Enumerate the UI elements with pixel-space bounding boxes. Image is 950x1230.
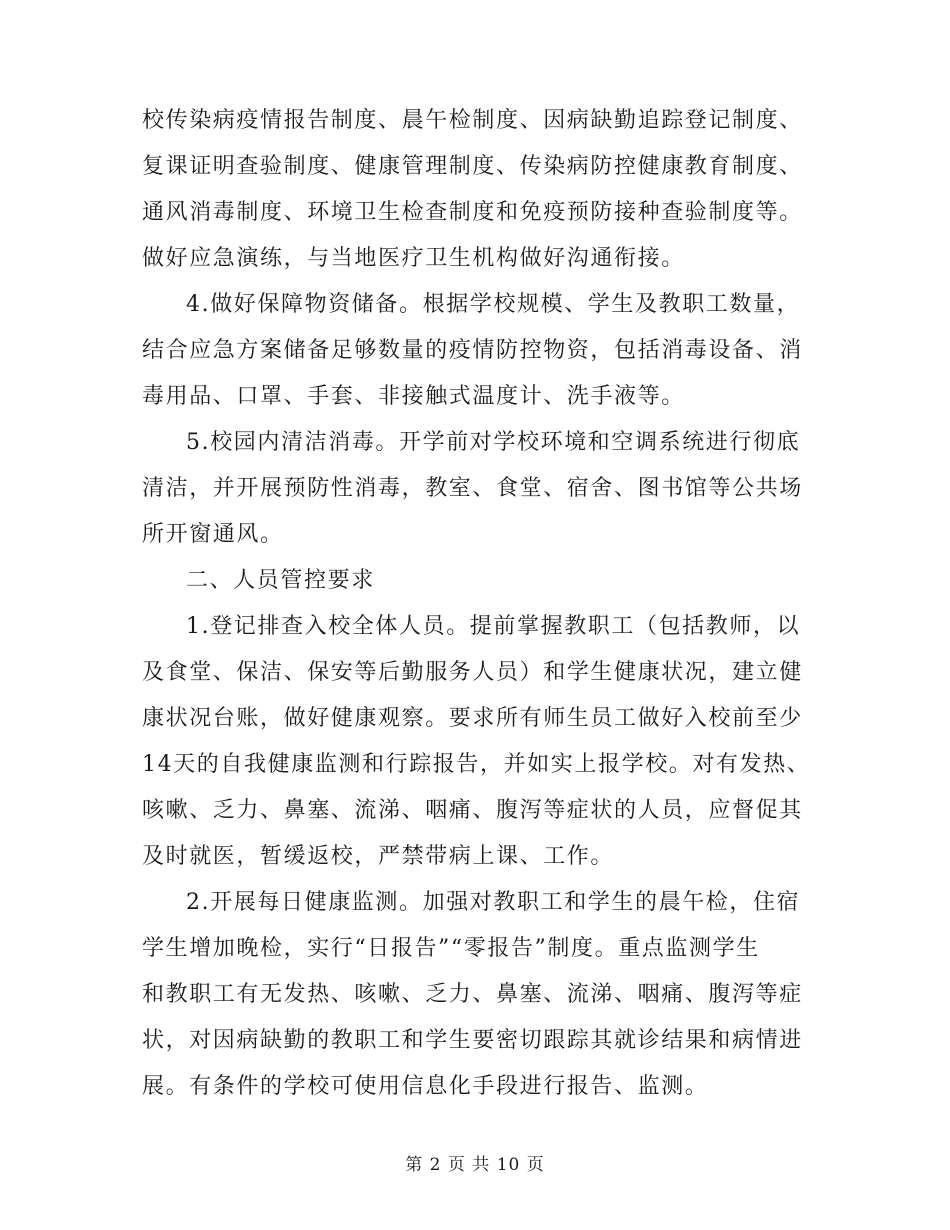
section-heading: 二、人员管控要求	[186, 568, 375, 593]
text-line: 做好应急演练，与当地医疗卫生机构做好沟通衔接。	[142, 246, 685, 271]
text-line: 及时就医，暂缓返校，严禁带病上课、工作。	[142, 844, 615, 869]
text-line: 毒用品、口罩、手套、非接触式温度计、洗手液等。	[142, 384, 685, 409]
text-line: 咳嗽、乏力、鼻塞、流涕、咽痛、腹泻等症状的人员，应督促其	[142, 798, 803, 823]
text-line: 校传染病疫情报告制度、晨午检制度、因病缺勤追踪登记制度、	[142, 108, 803, 133]
paragraph-start-line: 1.登记排查入校全体人员。提前掌握教职工（包括教师，以	[186, 614, 801, 639]
text-line: 所开窗通风。	[142, 522, 284, 547]
text-line: 学生增加晚检，实行“日报告”“零报告”制度。重点监测学生	[142, 936, 760, 961]
text-line: 复课证明查验制度、健康管理制度、传染病防控健康教育制度、	[142, 154, 803, 179]
text-line: 状，对因病缺勤的教职工和学生要密切跟踪其就诊结果和病情进	[142, 1028, 803, 1053]
text-line: 通风消毒制度、环境卫生检查制度和免疫预防接种查验制度等。	[142, 200, 803, 225]
text-line: 及食堂、保洁、保安等后勤服务人员）和学生健康状况，建立健	[142, 660, 803, 685]
text-line: 清洁，并开展预防性消毒，教室、食堂、宿舍、图书馆等公共场	[142, 476, 803, 501]
page-footer: 第 2 页 共 10 页	[405, 1155, 545, 1175]
text-line: 康状况台账，做好健康观察。要求所有师生员工做好入校前至少	[142, 706, 803, 731]
body-text	[142, 98, 811, 1110]
paragraph-start-line: 2.开展每日健康监测。加强对教职工和学生的晨午检，住宿	[186, 890, 801, 915]
paragraph-start-line: 5.校园内清洁消毒。开学前对学校环境和空调系统进行彻底	[186, 430, 801, 455]
text-line: 结合应急方案储备足够数量的疫情防控物资，包括消毒设备、消	[142, 338, 803, 363]
paragraph-start-line: 4.做好保障物资储备。根据学校规模、学生及教职工数量，	[186, 292, 801, 317]
text-line: 展。有条件的学校可使用信息化手段进行报告、监测。	[142, 1074, 709, 1099]
text-line: 14天的自我健康监测和行踪报告，并如实上报学校。对有发热、	[142, 752, 811, 777]
text-line: 和教职工有无发热、咳嗽、乏力、鼻塞、流涕、咽痛、腹泻等症	[142, 982, 803, 1007]
